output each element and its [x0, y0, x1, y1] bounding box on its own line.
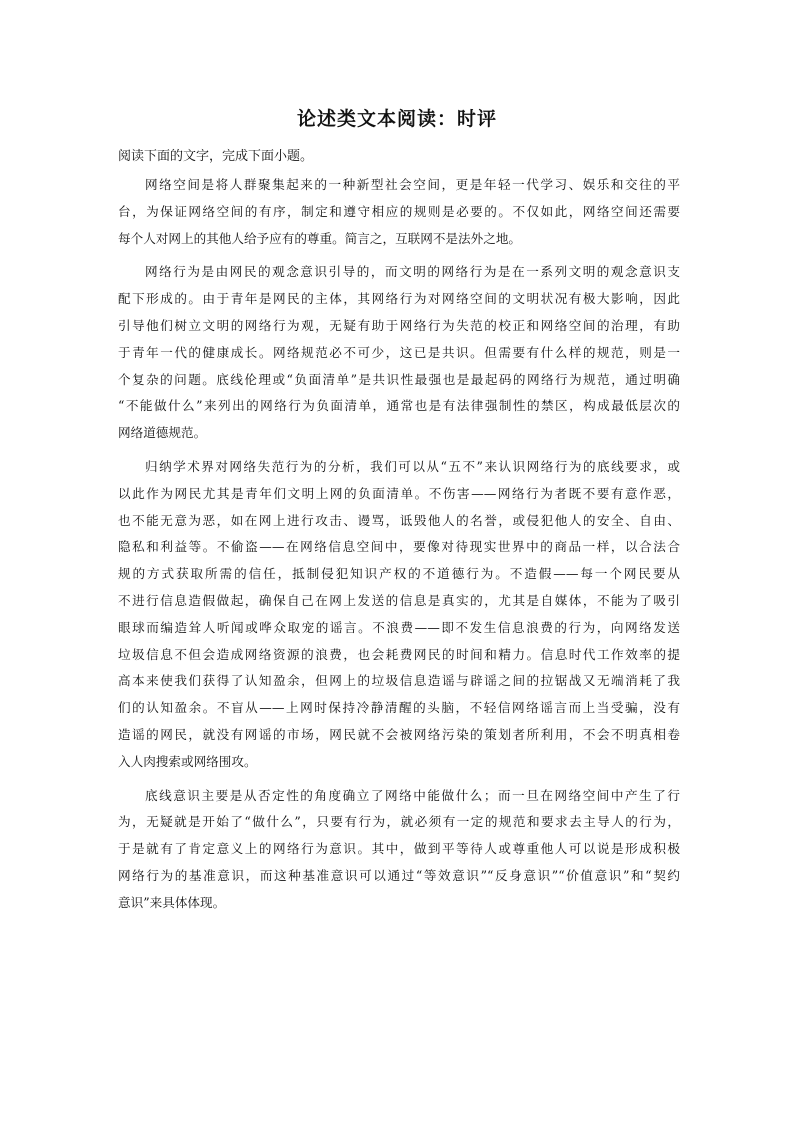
text-line: 底线意识主要是从否定性的角度确立了网络中能做什么；而一旦在网络空间中产生了行 [145, 787, 680, 803]
paragraph [118, 454, 680, 776]
paragraph [118, 172, 680, 252]
text-line: 规的方式获取所需的信任，抵制侵犯知识产权的不道德行为。不造假——每一个网民要从 [118, 566, 680, 582]
text-line: 网络空间是将人群聚集起来的一种新型社会空间，更是年轻一代学习、娱乐和交往的平 [145, 177, 680, 192]
text-line: 于是就有了肯定意义上的网络行为意识。其中，做到平等待人或尊重他人可以说是形成积极 [118, 841, 680, 857]
text-line: 网络道德规范。 [118, 425, 207, 441]
text-line: 不进行信息造假做起，确保自己在网上发送的信息是真实的，尤其是自媒体，不能为了吸引 [118, 592, 680, 608]
text-line: 网络行为的基准意识，而这种基准意识可以通过“等效意识”“反身意识”“价值意识”和“契约 [118, 867, 680, 883]
text-line: 为，无疑就是开始了“做什么”，只要有行为，就必须有一定的规范和要求去主导人的行为， [118, 814, 680, 830]
text-line: 们的认知盈余。不盲从——上网时保持冷静清醒的头脑，不轻信网络谣言而上当受骗，没有 [118, 700, 680, 716]
paragraph [118, 783, 680, 917]
text-line: 归纳学术界对网络失范行为的分析，我们可以从“五不”来认识网络行为的底线要求，或 [145, 458, 680, 474]
text-line: 台，为保证网络空间的有序，制定和遵守相应的规则是必要的。不仅如此，网络空间还需要 [118, 203, 680, 219]
text-line: 意识”来具体体现。 [118, 894, 226, 910]
text-line: 造谣的网民，就没有网谣的市场，网民就不会被网络污染的策划者所利用，不会不明真相卷 [118, 726, 680, 742]
paragraph [118, 259, 680, 447]
text-line: 配下形成的。由于青年是网民的主体，其网络行为对网络空间的文明状况有极大影响，因此 [118, 291, 680, 307]
text-line: 网络行为是由网民的观念意识引导的，而文明的网络行为是在一系列文明的观念意识支 [145, 264, 680, 280]
text-line: 隐私和利益等。不偷盗——在网络信息空间中，要像对待现实世界中的商品一样，以合法合 [118, 539, 680, 555]
page-title: 论述类文本阅读：时评 [296, 108, 497, 130]
text-line: 眼球而编造耸人听闻或哗众取宠的谣言。不浪费——即不发生信息浪费的行为，向网络发送 [118, 619, 680, 635]
text-line: 引导他们树立文明的网络行为观，无疑有助于网络行为失范的校正和网络空间的治理，有助 [118, 317, 680, 333]
text-line: 个复杂的问题。底线伦理或“负面清单”是共识性最强也是最起码的网络行为规范，通过明确 [118, 371, 680, 387]
text-line: 入人肉搜索或网络围攻。 [118, 753, 257, 769]
text-line: 垃圾信息不但会造成网络资源的浪费，也会耗费网民的时间和精力。信息时代工作效率的提 [118, 646, 680, 662]
text-line: 于青年一代的健康成长。网络规范必不可少，这已是共识。但需要有什么样的规范，则是一 [118, 344, 680, 360]
text-line: 以此作为网民尤其是青年们文明上网的负面清单。不伤害——网络行为者既不要有意作恶， [118, 485, 680, 501]
text-line: “不能做什么”来列出的网络行为负面清单，通常也是有法律强制性的禁区，构成最低层次的 [118, 398, 680, 414]
article-body [118, 172, 680, 924]
text-line: 也不能无意为恶，如在网上进行攻击、谩骂，诋毁他人的名誉，或侵犯他人的安全、自由、 [118, 512, 680, 528]
text-line: 每个人对网上的其他人给予应有的尊重。简言之，互联网不是法外之地。 [118, 230, 521, 246]
instruction-text: 阅读下面的文字，完成下面小题。 [118, 149, 314, 164]
text-line: 高本来使我们获得了认知盈余，但网上的垃圾信息造谣与辟谣之间的拉锯战又无端消耗了我 [118, 673, 680, 689]
